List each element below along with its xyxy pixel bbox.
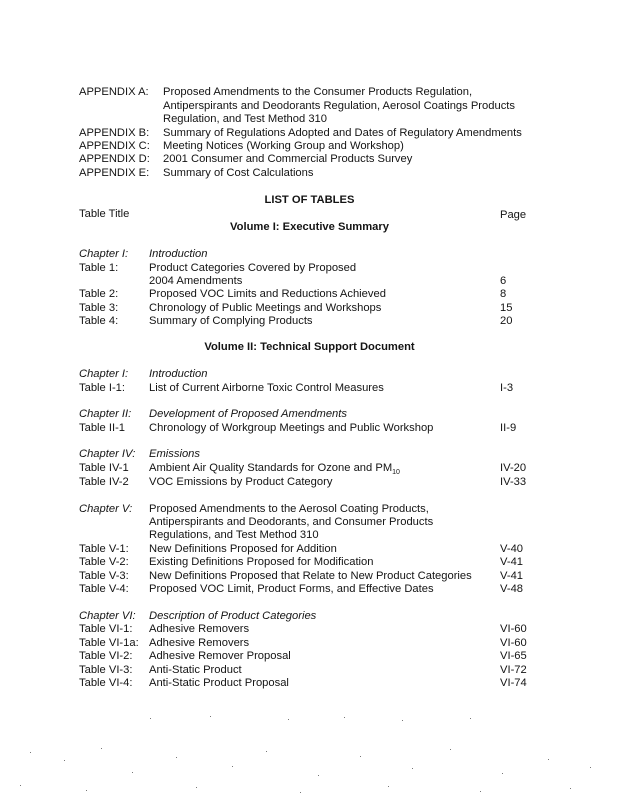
chapter-title: Description of Product Categories: [149, 610, 317, 622]
appendix-b-label: APPENDIX B:: [79, 127, 150, 139]
table-page: 20: [500, 315, 513, 327]
chapter-title: Development of Proposed Amendments: [149, 408, 347, 420]
chapter-label: Chapter II:: [79, 408, 132, 420]
table-label: Table 2:: [79, 288, 119, 300]
chapter-title: Regulations, and Test Method 310: [149, 529, 319, 541]
appendix-b-line: Summary of Regulations Adopted and Dates of Regulatory Amendments: [163, 127, 522, 139]
table-page: 8: [500, 288, 507, 300]
table-page: V-48: [500, 583, 524, 595]
table-title: Product Categories Covered by Proposed: [149, 262, 357, 274]
table-title: Proposed VOC Limit, Product Forms, and Effective Dates: [149, 583, 434, 595]
volume-2-heading: Volume II: Technical Support Document: [204, 341, 415, 353]
appendix-e-line: Summary of Cost Calculations: [163, 167, 314, 179]
table-title: Proposed VOC Limits and Reductions Achieved: [149, 288, 386, 300]
table-label: Table IV-2: [79, 476, 129, 488]
table-page: VI-60: [500, 623, 527, 635]
table-page: I-3: [500, 382, 514, 394]
table-title: Adhesive Removers: [149, 637, 250, 649]
table-label: Table V-2:: [79, 556, 129, 568]
table-page: 6: [500, 275, 507, 287]
table-title: Anti-Static Product Proposal: [149, 677, 289, 689]
appendix-a-line: Proposed Amendments to the Consumer Products Regulation,: [163, 86, 473, 98]
table-label: Table VI-2:: [79, 650, 133, 662]
table-page: VI-72: [500, 664, 527, 676]
table-title: Ambient Air Quality Standards for Ozone and $PM_{10}$: [149, 462, 400, 477]
column-header-page: Page: [500, 209, 527, 221]
table-label: Table V-4:: [79, 583, 129, 595]
table-label: Table V-1:: [79, 543, 129, 555]
table-page: V-40: [500, 543, 524, 555]
table-title: Adhesive Removers: [149, 623, 250, 635]
table-label: Table VI-1:: [79, 623, 133, 635]
table-label: Table 4:: [79, 315, 119, 327]
subscript: 10: [392, 469, 400, 477]
table-page: II-9: [500, 422, 517, 434]
table-page: IV-33: [500, 476, 527, 488]
chapter-label: Chapter V:: [79, 503, 133, 515]
table-page: VI-60: [500, 637, 527, 649]
chapter-label: Chapter I:: [79, 368, 129, 380]
chapter-label: Chapter VI:: [79, 610, 136, 622]
chapter-title: Introduction: [149, 368, 208, 380]
appendix-d-line: 2001 Consumer and Commercial Products Survey: [163, 153, 413, 165]
table-label: Table VI-4:: [79, 677, 133, 689]
table-label: Table I-1:: [79, 382, 126, 394]
appendix-c-label: APPENDIX C:: [79, 140, 150, 152]
table-label: Table 1:: [79, 262, 119, 274]
table-page: 15: [500, 302, 513, 314]
chapter-title: Antiperspirants and Deodorants, and Consumer Products: [149, 516, 434, 528]
table-title: 2004 Amendments: [149, 275, 243, 287]
chapter-label: Chapter I:: [79, 248, 129, 260]
chapter-label: Chapter IV:: [79, 448, 136, 460]
table-title: List of Current Airborne Toxic Control Measures: [149, 382, 384, 394]
table-page: V-41: [500, 570, 524, 582]
table-label: Table V-3:: [79, 570, 129, 582]
column-header-title: Table Title: [79, 208, 130, 220]
table-title: VOC Emissions by Product Category: [149, 476, 333, 488]
table-label: Table VI-3:: [79, 664, 133, 676]
table-title: Summary of Complying Products: [149, 315, 313, 327]
appendix-a-label: APPENDIX A:: [79, 86, 149, 98]
table-page: IV-20: [500, 462, 527, 474]
volume-1-heading: Volume I: Executive Summary: [230, 221, 389, 233]
appendix-a-line: Antiperspirants and Deodorants Regulation, Aerosol Coatings Products: [163, 100, 515, 112]
appendix-e-label: APPENDIX E:: [79, 167, 150, 179]
table-label: Table IV-1: [79, 462, 129, 474]
table-title: Chronology of Public Meetings and Workshops: [149, 302, 382, 314]
appendix-a-line: Regulation, and Test Method 310: [163, 113, 327, 125]
chapter-title: Introduction: [149, 248, 208, 260]
appendix-c-line: Meeting Notices (Working Group and Workshop): [163, 140, 404, 152]
chapter-title: Emissions: [149, 448, 200, 460]
table-title: Existing Definitions Proposed for Modification: [149, 556, 374, 568]
table-title: Chronology of Workgroup Meetings and Public Workshop: [149, 422, 434, 434]
table-page: V-41: [500, 556, 524, 568]
table-title: Adhesive Remover Proposal: [149, 650, 291, 662]
table-label: Table 3:: [79, 302, 119, 314]
appendix-d-label: APPENDIX D:: [79, 153, 150, 165]
list-of-tables-title: LIST OF TABLES: [264, 194, 355, 206]
table-title: New Definitions Proposed for Addition: [149, 543, 337, 555]
table-title: New Definitions Proposed that Relate to New Product Categories: [149, 570, 472, 582]
table-page: VI-65: [500, 650, 527, 662]
chapter-title: Proposed Amendments to the Aerosol Coating Products,: [149, 503, 429, 515]
table-label: Table VI-1a:: [79, 637, 139, 649]
table-page: VI-74: [500, 677, 527, 689]
table-title: Anti-Static Product: [149, 664, 242, 676]
table-label: Table II-1: [79, 422, 126, 434]
